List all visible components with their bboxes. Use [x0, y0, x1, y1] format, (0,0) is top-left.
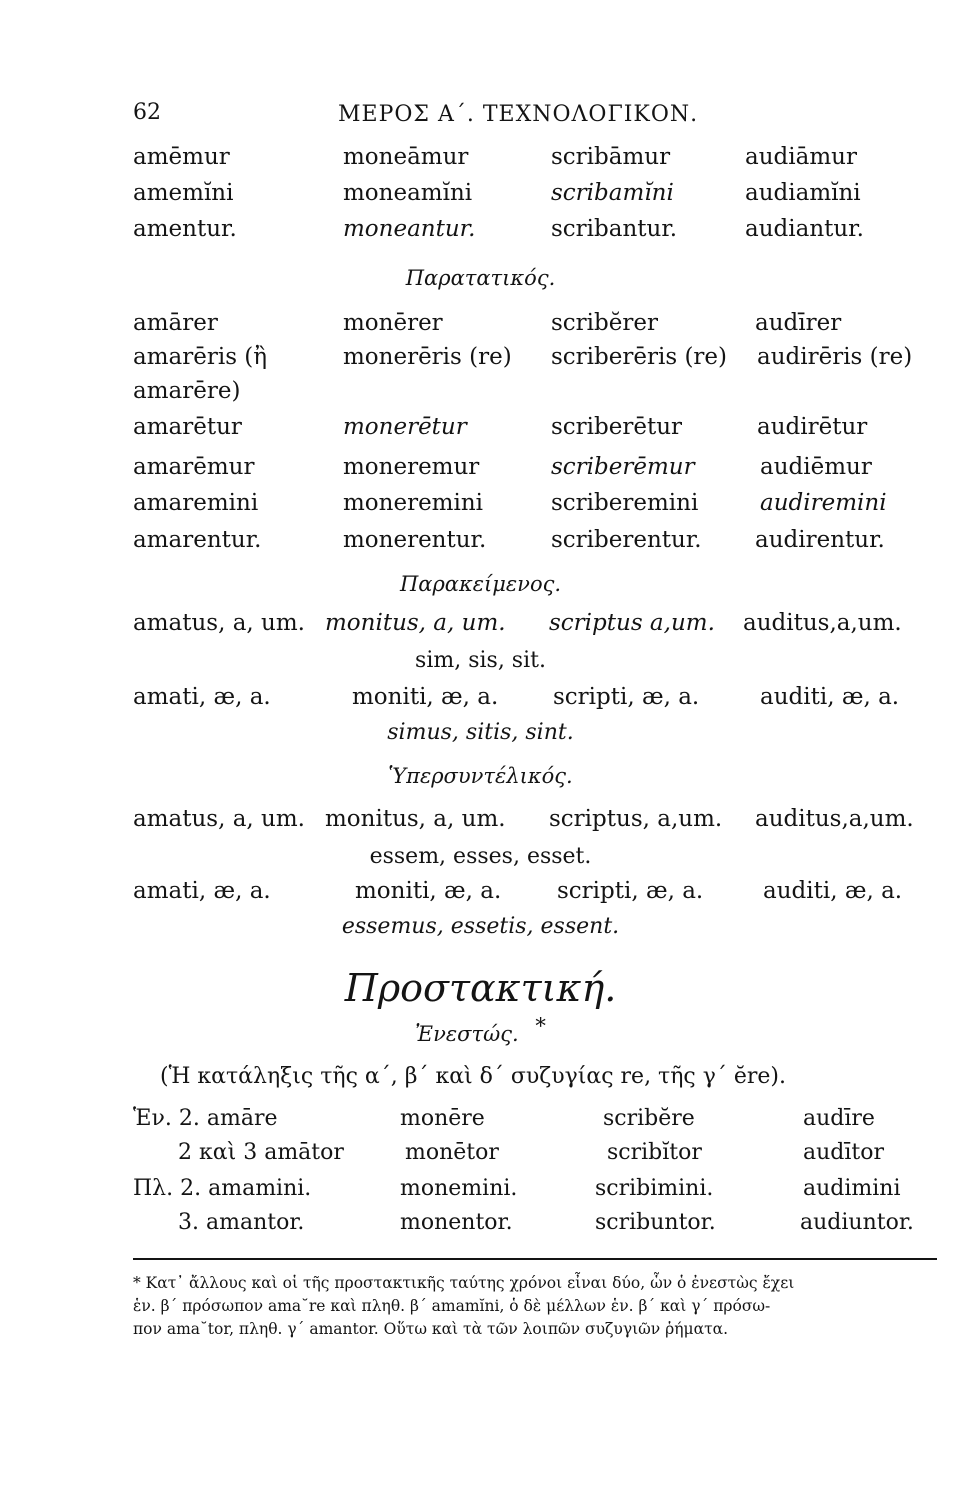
- conjugation-row: [0, 310, 961, 346]
- perfect-heading: Παρακείμενος.: [399, 572, 562, 596]
- footnote: [133, 1272, 937, 1341]
- fourth-conjugation-form: audiremini: [760, 490, 887, 516]
- conjugation-row: [0, 454, 961, 490]
- third-conjugation-form: scripti, æ, a.: [553, 684, 700, 710]
- conjugation-row: [0, 684, 961, 720]
- imperative-form-3: scribĭtor: [607, 1140, 702, 1165]
- third-conjugation-form: scriberētur: [551, 414, 683, 440]
- auxiliary-forms: sim, sis, sit.: [415, 648, 546, 673]
- running-title: ΜΕΡΟΣ Α΄. ΤΕΧΝΟΛΟΓΙΚΟΝ.: [338, 102, 699, 127]
- second-conjugation-form: moneremur: [343, 454, 480, 480]
- second-conjugation-form: moneremini: [343, 490, 484, 516]
- first-conjugation-form: amarēmur: [133, 454, 255, 480]
- second-conjugation-form: monitus, a, um.: [325, 806, 506, 832]
- auxiliary-forms: essemus, essetis, essent.: [341, 914, 620, 939]
- first-conjugation-form: amati, æ, a.: [133, 684, 271, 710]
- first-conjugation-form: amarēris (ἢ: [133, 344, 268, 370]
- conjugation-row: [0, 144, 961, 180]
- fourth-conjugation-form: audiēmur: [760, 454, 872, 480]
- auxiliary-forms: simus, sitis, sint.: [387, 720, 574, 745]
- fourth-conjugation-form: auditus,a,um.: [743, 610, 902, 636]
- imperative-form-4: audiuntor.: [800, 1210, 914, 1235]
- second-conjugation-form: monerēris (re): [343, 344, 512, 370]
- page-number: 62: [133, 100, 161, 125]
- present-heading-text: Ἐνεστώς.: [415, 1022, 519, 1046]
- third-conjugation-form: scriberēmur: [551, 454, 695, 480]
- imperative-form-4: audīre: [803, 1106, 875, 1131]
- imperative-form-2: monentor.: [400, 1210, 513, 1235]
- first-conjugation-form: amarentur.: [133, 527, 262, 553]
- conjugation-row: [0, 878, 961, 914]
- second-conjugation-form: moneantur.: [343, 216, 476, 242]
- imperative-form-3: scribuntor.: [595, 1210, 716, 1235]
- second-conjugation-form: moniti, æ, a.: [352, 684, 499, 710]
- first-conjugation-form: amati, æ, a.: [133, 878, 271, 904]
- third-conjugation-form: scriptus a,um.: [549, 610, 715, 636]
- conjugation-row: [0, 180, 961, 216]
- imperative-title: Προστακτική.: [344, 966, 617, 1010]
- auxiliary-forms: essem, esses, esset.: [369, 844, 592, 869]
- imperative-form-4: audimini: [803, 1176, 901, 1201]
- first-conjugation-form: amārer: [133, 310, 218, 336]
- third-conjugation-form: scribāmur: [551, 144, 671, 170]
- first-conjugation-form: amaremini: [133, 490, 259, 516]
- second-conjugation-form: moneamĭni: [343, 180, 473, 206]
- conjugation-row: [0, 1140, 961, 1176]
- imperative-form-4: audītor: [803, 1140, 885, 1165]
- imperative-form-1: Πλ. 2. amamini.: [133, 1176, 312, 1201]
- third-conjugation-form: scribamĭni: [551, 180, 674, 206]
- second-conjugation-form: monitus, a, um.: [325, 610, 506, 636]
- pluperfect-heading: Ὑπερσυντέλικός.: [388, 764, 573, 788]
- conjugation-row: [0, 344, 961, 380]
- conjugation-row: [0, 527, 961, 563]
- second-conjugation-form: moniti, æ, a.: [355, 878, 502, 904]
- imperative-form-3: scribimini.: [595, 1176, 714, 1201]
- second-conjugation-form: monerētur: [343, 414, 467, 440]
- first-conjugation-form: amatus, a, um.: [133, 806, 305, 832]
- second-conjugation-form: monērer: [343, 310, 443, 336]
- fourth-conjugation-form: auditus,a,um.: [755, 806, 914, 832]
- imperative-form-2: monēre: [400, 1106, 485, 1131]
- conjugation-row: [0, 1176, 961, 1212]
- conjugation-row: [0, 806, 961, 842]
- conjugation-row: [0, 610, 961, 646]
- fourth-conjugation-form: audīrer: [755, 310, 842, 336]
- fourth-conjugation-form: audirētur: [757, 414, 868, 440]
- footnote-line: * Κατ᾽ ἄλλους καὶ οἱ τῆς προστακτικῆς ταύτης χρόνοι εἶναι δύο, ὧν ὁ ἐνεστὼς ἔχει: [133, 1274, 795, 1292]
- running-header: [133, 100, 903, 134]
- imperfect-heading: Παρατατικός.: [405, 266, 556, 290]
- footnote-line: ἑν. β΄ πρόσωπον ama˘re καὶ πληθ. β΄ amamĭni, ὁ δὲ μέλλων ἑν. β΄ καὶ γ΄ πρόσω-: [133, 1297, 771, 1315]
- fourth-conjugation-form: audiantur.: [745, 216, 864, 242]
- ending-note: (Ἡ κατάληξις τῆς α΄, β΄ καὶ δ΄ συζυγίας re, τῆς γ΄ ĕre).: [160, 1064, 787, 1089]
- fourth-conjugation-form: audirēris (re): [757, 344, 913, 370]
- fourth-conjugation-form: auditi, æ, a.: [760, 684, 900, 710]
- first-conjugation-form: amentur.: [133, 216, 237, 242]
- third-conjugation-form: scriberentur.: [551, 527, 702, 553]
- third-conjugation-form: scriberemini: [551, 490, 699, 516]
- footnote-line: πον ama˘tor, πληθ. γ΄ amantor. Οὕτω καὶ τὰ τῶν λοιπῶν συζυγιῶν ῥήματα.: [133, 1320, 729, 1338]
- imperative-form-3: scribĕre: [603, 1106, 695, 1131]
- third-conjugation-form: scripti, æ, a.: [557, 878, 704, 904]
- footnote-marker: *: [535, 1014, 546, 1038]
- fourth-conjugation-form: audiamĭni: [745, 180, 861, 206]
- first-conjugation-form: amēmur: [133, 144, 230, 170]
- conjugation-row: [0, 378, 961, 414]
- third-conjugation-form: scribantur.: [551, 216, 678, 242]
- present-heading: [0, 1014, 961, 1046]
- fourth-conjugation-form: auditi, æ, a.: [763, 878, 903, 904]
- conjugation-row: [0, 1210, 961, 1246]
- first-conjugation-form: amarētur: [133, 414, 242, 440]
- imperative-form-1: 2 καὶ 3 amātor: [178, 1140, 344, 1165]
- imperative-form-1: Ἑν. 2. amāre: [133, 1106, 278, 1131]
- first-conjugation-form: amarēre): [133, 378, 241, 404]
- third-conjugation-form: scriptus, a,um.: [549, 806, 723, 832]
- conjugation-row: [0, 216, 961, 252]
- imperative-form-2: monemini.: [400, 1176, 518, 1201]
- third-conjugation-form: scriberēris (re): [551, 344, 727, 370]
- fourth-conjugation-form: audiāmur: [745, 144, 857, 170]
- third-conjugation-form: scribĕrer: [551, 310, 658, 336]
- imperative-form-2: monētor: [405, 1140, 499, 1165]
- imperative-form-1: 3. amantor.: [178, 1210, 305, 1235]
- second-conjugation-form: moneāmur: [343, 144, 469, 170]
- conjugation-row: [0, 414, 961, 450]
- conjugation-row: [0, 490, 961, 526]
- conjugation-row: [0, 1106, 961, 1142]
- first-conjugation-form: amatus, a, um.: [133, 610, 305, 636]
- footnote-rule: [133, 1258, 937, 1260]
- second-conjugation-form: monerentur.: [343, 527, 487, 553]
- first-conjugation-form: amemĭni: [133, 180, 234, 206]
- fourth-conjugation-form: audirentur.: [755, 527, 885, 553]
